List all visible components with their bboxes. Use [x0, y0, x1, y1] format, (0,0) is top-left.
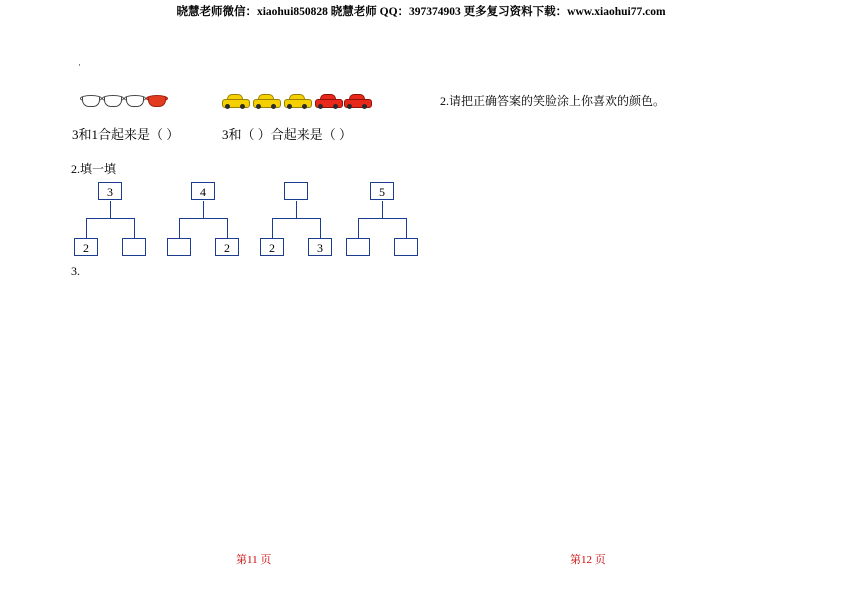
caption-cups: 3和1合起来是（ ）	[72, 127, 180, 142]
bond-top-box[interactable]	[284, 182, 308, 200]
header-contact-text: 晓慧老师微信：xiaohui850828 晓慧老师 QQ：397374903 更多复习资料下载：www.xiaohui77.com	[176, 6, 666, 18]
bullet-mark: ·	[78, 60, 81, 70]
bond-top-box[interactable]: 3	[98, 182, 122, 200]
bond-crossbar	[179, 218, 228, 219]
bond-right-box[interactable]	[122, 238, 146, 256]
bond-stem	[382, 201, 383, 218]
number-bond-group	[70, 182, 440, 262]
bond-crossbar	[272, 218, 321, 219]
document-sheet	[0, 22, 842, 595]
bond-stem	[110, 201, 111, 218]
bond-right-leg	[227, 218, 228, 238]
bond-top-box[interactable]: 4	[191, 182, 215, 200]
picture-illustrations	[60, 92, 440, 118]
question-3-label: 3.	[71, 264, 80, 278]
red-car-group	[315, 94, 370, 109]
bond-crossbar	[358, 218, 407, 219]
car-yellow-icon	[222, 94, 248, 109]
right-question-2: 2.请把正确答案的笑脸涂上你喜欢的颜色。	[440, 94, 666, 108]
bond-right-leg	[320, 218, 321, 238]
car-red-icon	[315, 94, 341, 109]
cup-icon	[102, 92, 122, 107]
bond-left-leg	[86, 218, 87, 238]
number-bond-4	[342, 182, 422, 257]
car-red-icon	[344, 94, 370, 109]
left-page-number: 第11 页	[236, 554, 272, 566]
bond-right-leg	[134, 218, 135, 238]
cup-group	[80, 92, 166, 107]
cup-icon	[124, 92, 144, 107]
car-yellow-icon	[284, 94, 310, 109]
number-bond-2	[163, 182, 243, 257]
document-header	[0, 0, 842, 23]
question-2-label: 2.填一填	[71, 162, 117, 176]
right-page-number: 第12 页	[570, 554, 606, 566]
bond-stem	[203, 201, 204, 218]
bond-stem	[296, 201, 297, 218]
bond-left-leg	[358, 218, 359, 238]
bond-left-leg	[272, 218, 273, 238]
bond-top-box[interactable]: 5	[370, 182, 394, 200]
bond-left-box[interactable]	[167, 238, 191, 256]
bond-right-box[interactable]: 3	[308, 238, 332, 256]
cup-icon	[80, 92, 100, 107]
yellow-car-group	[222, 94, 310, 109]
bond-right-box[interactable]	[394, 238, 418, 256]
number-bond-1	[70, 182, 150, 257]
bond-left-box[interactable]: 2	[74, 238, 98, 256]
bond-crossbar	[86, 218, 135, 219]
number-bond-3	[256, 182, 336, 257]
cup-red-icon	[146, 92, 166, 107]
car-yellow-icon	[253, 94, 279, 109]
bond-left-leg	[179, 218, 180, 238]
bond-right-leg	[406, 218, 407, 238]
bond-left-box[interactable]	[346, 238, 370, 256]
bond-left-box[interactable]: 2	[260, 238, 284, 256]
bond-right-box[interactable]: 2	[215, 238, 239, 256]
caption-cars: 3和（ ）合起来是（ ）	[222, 127, 353, 142]
caption-row	[60, 124, 440, 144]
